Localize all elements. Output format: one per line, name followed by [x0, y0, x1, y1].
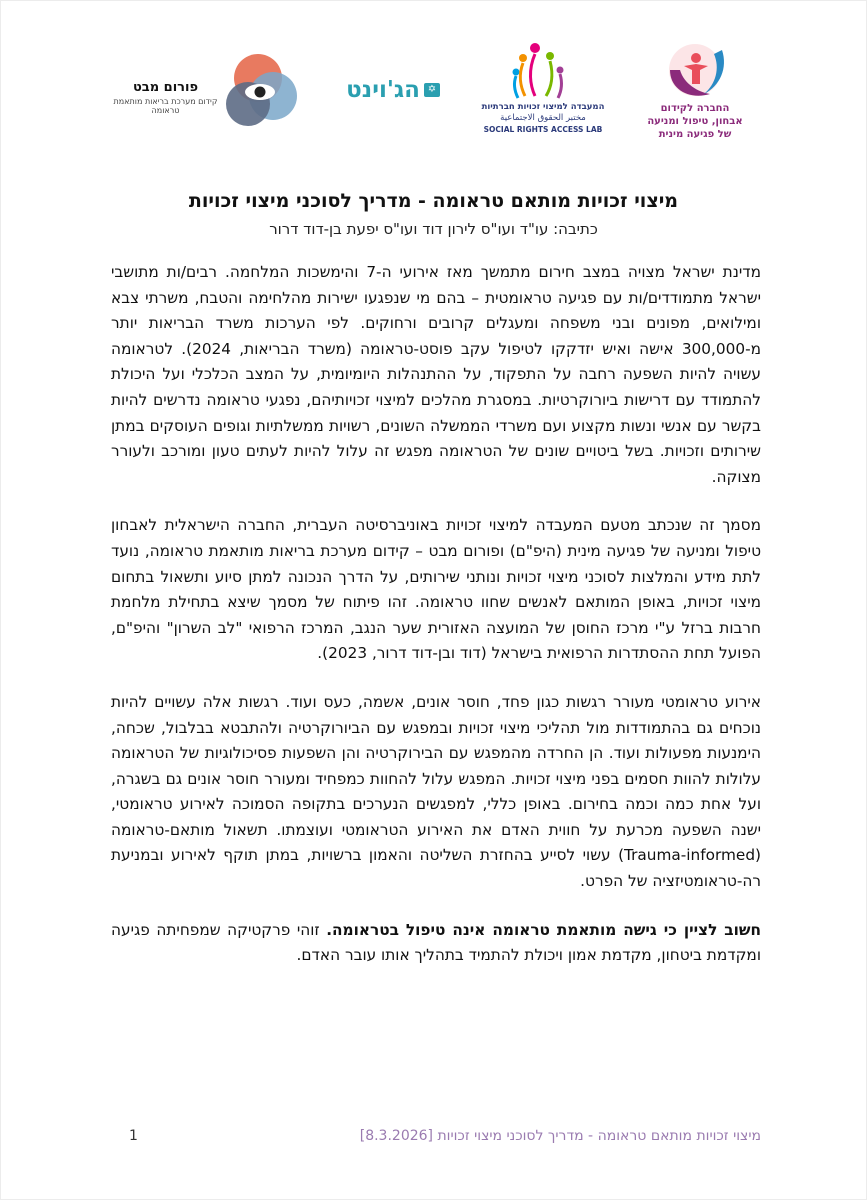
- lab-name-english: SOCIAL RIGHTS ACCESS LAB: [483, 125, 603, 134]
- forum-mabat-tagline: קידום מערכת בריאות מותאמת טראומה: [113, 97, 218, 115]
- document-body: [111, 260, 761, 992]
- forum-mabat-name: פורום מבט: [132, 80, 199, 95]
- document-title: מיצוי זכויות מותאם טראומה - מדריך לסוכני מיצוי זכויות: [188, 190, 679, 212]
- society-emblem: [640, 40, 750, 102]
- page-number: 1: [129, 1128, 138, 1144]
- footer-text: מיצוי זכויות מותאם טראומה - מדריך לסוכני מיצוי זכויות [8.3.2026]: [359, 1128, 761, 1144]
- document-authors: כתיבה: עו"ד ועו"ס לירון דוד ועו"ס יפעת בן-דוד דרור: [269, 220, 598, 238]
- joint-logo: [320, 40, 440, 140]
- page-footer: [111, 1128, 761, 1144]
- social-rights-lab-logo: [478, 40, 608, 140]
- paragraph-3: אירוע טראומטי מעורר רגשות כגון פחד, חוסר אונים, אשמה, כעס ועוד. רגשות אלה עשויים להיות נוכחים גם בהתמודדות מול תהליכי מיצוי זכויות ובמפגש עם הביורוקרטיה ולהתבטא בבלבול, שכחה, הימנעות מפעולות ועוד. הן החרדה מהמפגש עם הבירוקרטיה והן השפעות פסיכולוגיות של הטראומה עלולות להוות חסמים בפני מיצוי זכויות. המפגש עלול להחוות כמפחיד ומעורר חוסר אונים גם בשגרה, ועל אחת כמה וכמה בחירום. באופן כללי, למפגשים הנערכים בתקופה הסמוכה לאירוע טראומטי, ישנה השפעה מכרעת על חווית האדם את האירוע הטראומטי ועוצמתו. תשאול מותאם-טראומה (Trauma-informed) עשוי לסייע בהחזרת השליטה והאמון ברשויות, במתן תוקף לאירוע ובמניעת רה-טראומטיזציה של הפרט.: [111, 692, 761, 891]
- joint-star-icon: ✡: [424, 83, 440, 97]
- document-header: [0, 190, 867, 238]
- forum-mabat-logo: [108, 40, 298, 140]
- lab-name-hebrew: המעבדה למיצוי זכויות חברתיות: [481, 102, 605, 112]
- paragraph-4: [111, 918, 761, 969]
- society-line2: אבחון, טיפול ומניעה: [647, 116, 743, 127]
- lab-name-arabic: مختبر الحقوق الاجتماعية: [500, 113, 586, 123]
- paragraph-4-rest: זוהי פרקטיקה שמפחיתה פגיעה ומקדמת ביטחון, מקדמת אמון ויכולת להתמיד בתהליך אותו עובר האדם.: [111, 920, 761, 965]
- society-line1: החברה לקידום: [660, 103, 730, 114]
- paragraph-4-bold: חשוב לציין כי גישה מותאמת טראומה אינה טיפול בטראומה.: [326, 920, 761, 939]
- paragraph-1: מדינת ישראל מצויה במצב חירום מתמשך מאז אירועי ה-7 והימשכות המלחמה. רבים/ות מתושבי ישראל מתמודדים/ות עם פגיעה טראומטית – בהם מי שנפגעו ישירות מהלחימה והטבח, משרתי צבא ומילואים, מפונים ובני משפחה ומעגלים קרובים ורחוקים. לפי הערכות משרד הבריאות יותר מ-300,000 אישה ואיש יזדקקו לטיפול עקב פוסט-טראומה (משרד הבריאות, 2024). לטראומה עשויה להיות השפעה רחבה על התפקוד, על ההתנהלות היומיומית, על המצב הכלכלי ועל היכולת להתמודד עם דרישות ביורוקרטיות. במסגרת מהלכים למיצוי זכויותיהם, נפגעי טראומה נדרשים להיות בקשר עם אנשי ונשות מקצוע ועם משרדי הממשלה השונים, רשויות ממשלתיות וגופים העוסקים במתן שירותים וזכויות. בשל ביטויים שונים של הטראומה מפגש זה עלול להיות לעתים טעון ומורכב ולעורר מצוקה.: [111, 263, 762, 486]
- people-figures-icon: [478, 40, 608, 102]
- society-logo: [640, 40, 750, 140]
- paragraph-2: מסמך זה שנכתב מטעם המעבדה למיצוי זכויות באוניברסיטה העברית, החברה הישראלית לאבחון טיפול ומניעה של פגיעה מינית (היפ"ם) ופורום מבט – קידום מערכת בריאות מותאמת טראומה, נועד לתת מידע והמלצות לסוכני מיצוי זכויות ונותני שירותים, על הדרך הנכונה למתן סיוע ותשאול בתחום מיצוי זכויות, באופן המותאם לאנשים שחוו טראומה. זהו פיתוח של מסמך שיצא בתחילת מלחמת חרבות ברזל ע"י מרכז החוסן של המועצה האזורית שער הנגב, המרכז הרפואי "לב השרון" והיפ"ם, הפועל תחת ההסתדרות הרפואית בישראל (דוד ובן-דוד דרור, 2023).: [111, 516, 761, 663]
- logo-row: [0, 40, 867, 150]
- society-line3: של פגיעה מינית: [658, 129, 732, 140]
- joint-name: הג'וינט: [346, 77, 420, 103]
